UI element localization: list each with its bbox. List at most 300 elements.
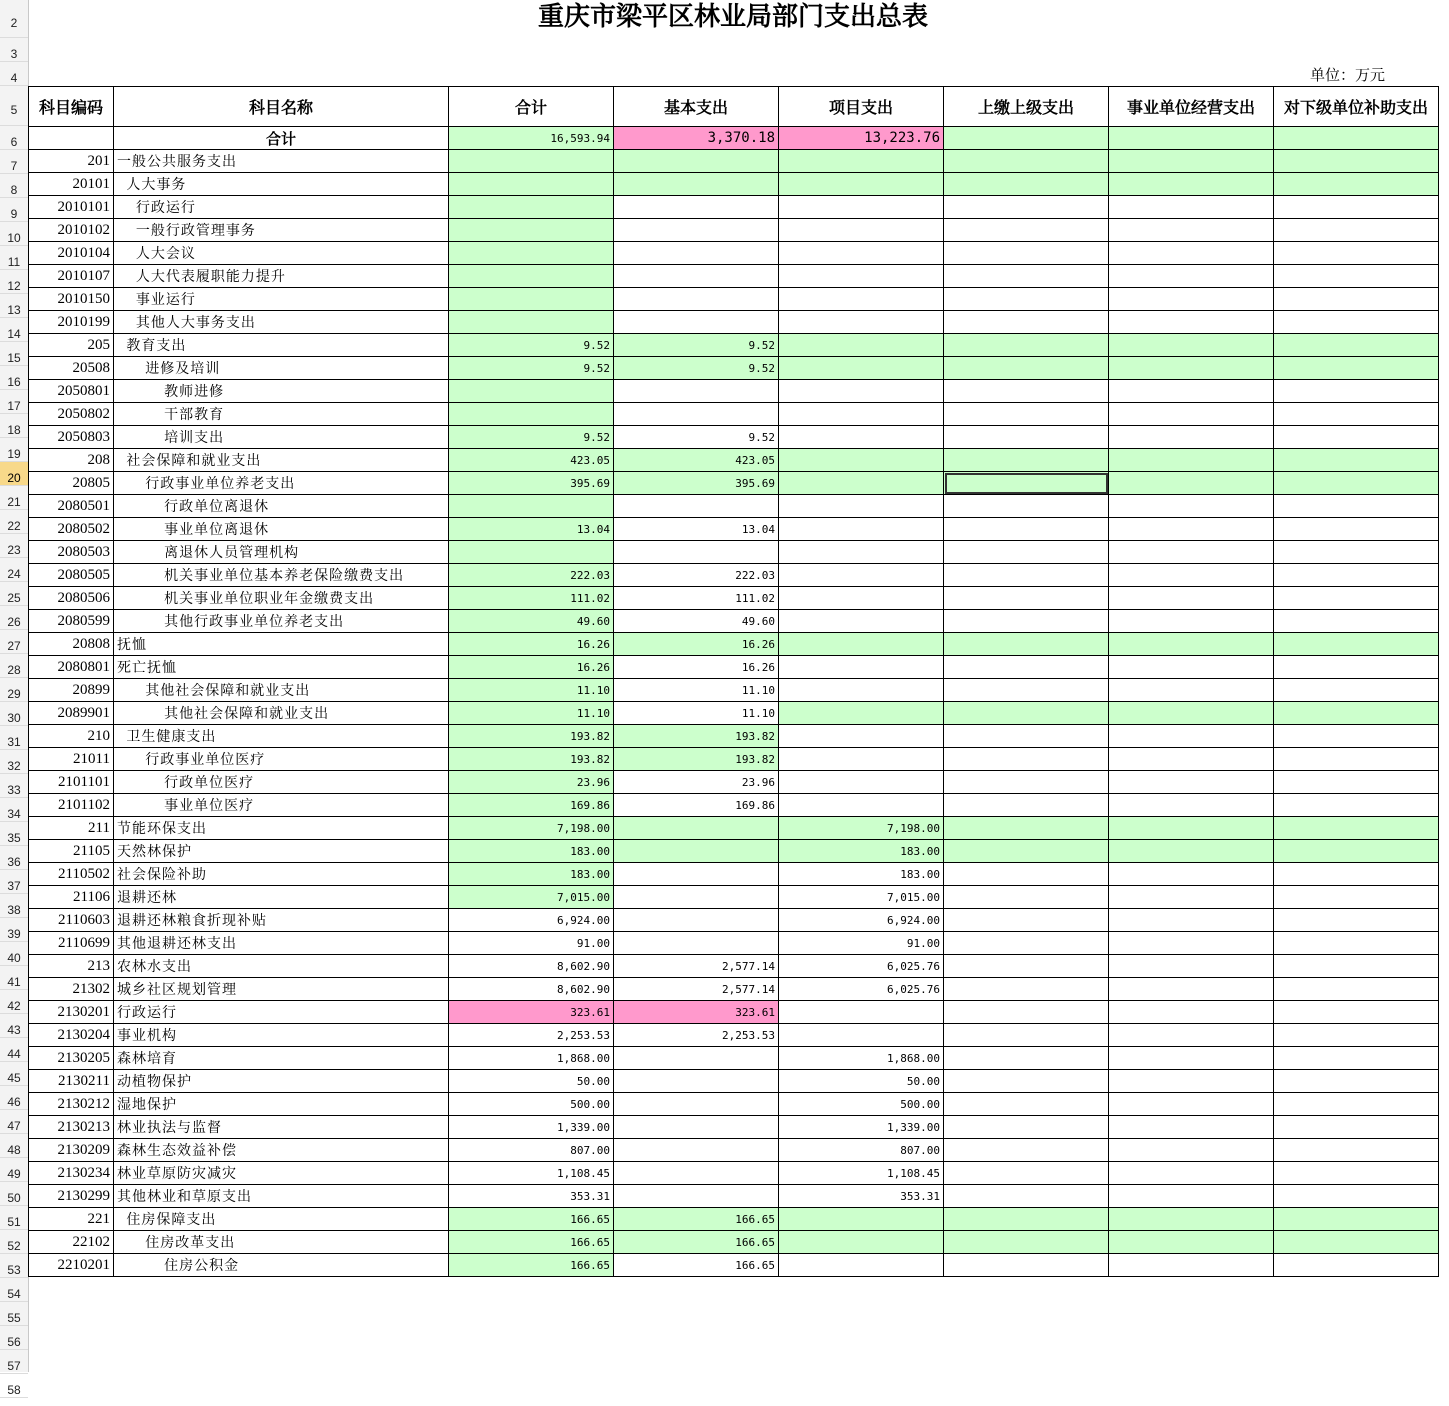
cell-subsidy[interactable] xyxy=(1274,656,1439,679)
row-number[interactable]: 43 xyxy=(0,1014,28,1038)
cell-project[interactable]: 1,108.45 xyxy=(779,1162,944,1185)
cell-basic[interactable]: 9.52 xyxy=(614,357,779,380)
cell-name[interactable]: 林业草原防灾减灾 xyxy=(114,1162,449,1185)
cell-project[interactable] xyxy=(779,196,944,219)
cell-code[interactable]: 20808 xyxy=(29,633,114,656)
cell-code[interactable]: 2130204 xyxy=(29,1024,114,1047)
cell-basic[interactable] xyxy=(614,380,779,403)
cell-business[interactable] xyxy=(1109,794,1274,817)
cell-business[interactable] xyxy=(1109,1162,1274,1185)
cell-business[interactable] xyxy=(1109,909,1274,932)
cell-code[interactable]: 21105 xyxy=(29,840,114,863)
row-number[interactable]: 45 xyxy=(0,1062,28,1086)
cell-code[interactable]: 2130234 xyxy=(29,1162,114,1185)
cell-name[interactable]: 其他社会保障和就业支出 xyxy=(114,702,449,725)
cell-basic[interactable]: 222.03 xyxy=(614,564,779,587)
cell-project[interactable]: 13,223.76 xyxy=(779,127,944,150)
cell-total[interactable] xyxy=(449,242,614,265)
cell-upper[interactable] xyxy=(944,771,1109,794)
cell-code[interactable]: 2080801 xyxy=(29,656,114,679)
cell-basic[interactable] xyxy=(614,1139,779,1162)
cell-project[interactable] xyxy=(779,541,944,564)
cell-total[interactable]: 222.03 xyxy=(449,564,614,587)
cell-project[interactable] xyxy=(779,472,944,495)
cell-subsidy[interactable] xyxy=(1274,978,1439,1001)
cell-subsidy[interactable] xyxy=(1274,1001,1439,1024)
cell-basic[interactable]: 9.52 xyxy=(614,426,779,449)
cell-upper[interactable] xyxy=(944,1139,1109,1162)
cell-total[interactable]: 7,198.00 xyxy=(449,817,614,840)
cell-total[interactable]: 13.04 xyxy=(449,518,614,541)
cell-upper[interactable] xyxy=(944,334,1109,357)
row-number[interactable]: 49 xyxy=(0,1158,28,1182)
cell-basic[interactable] xyxy=(614,932,779,955)
row-number[interactable]: 21 xyxy=(0,486,28,510)
cell-code[interactable]: 2080599 xyxy=(29,610,114,633)
cell-code[interactable]: 20101 xyxy=(29,173,114,196)
cell-business[interactable] xyxy=(1109,1093,1274,1116)
cell-code[interactable]: 22102 xyxy=(29,1231,114,1254)
row-number[interactable]: 26 xyxy=(0,606,28,630)
cell-upper[interactable] xyxy=(944,886,1109,909)
cell-upper[interactable] xyxy=(944,840,1109,863)
cell-project[interactable]: 183.00 xyxy=(779,863,944,886)
row-number[interactable]: 17 xyxy=(0,390,28,414)
cell-name[interactable]: 天然林保护 xyxy=(114,840,449,863)
cell-project[interactable] xyxy=(779,173,944,196)
cell-code[interactable]: 221 xyxy=(29,1208,114,1231)
cell-business[interactable] xyxy=(1109,541,1274,564)
cell-code[interactable]: 2101101 xyxy=(29,771,114,794)
cell-business[interactable] xyxy=(1109,817,1274,840)
cell-upper[interactable] xyxy=(944,150,1109,173)
cell-basic[interactable]: 166.65 xyxy=(614,1254,779,1277)
cell-basic[interactable]: 193.82 xyxy=(614,748,779,771)
cell-name[interactable]: 其他林业和草原支出 xyxy=(114,1185,449,1208)
cell-project[interactable] xyxy=(779,633,944,656)
cell-name[interactable]: 其他社会保障和就业支出 xyxy=(114,679,449,702)
cell-subsidy[interactable] xyxy=(1274,840,1439,863)
cell-total[interactable]: 2,253.53 xyxy=(449,1024,614,1047)
row-number[interactable]: 51 xyxy=(0,1206,28,1230)
cell-subsidy[interactable] xyxy=(1274,932,1439,955)
cell-total[interactable] xyxy=(449,196,614,219)
cell-basic[interactable]: 111.02 xyxy=(614,587,779,610)
cell-name[interactable]: 教育支出 xyxy=(114,334,449,357)
cell-name[interactable]: 湿地保护 xyxy=(114,1093,449,1116)
cell-subsidy[interactable] xyxy=(1274,1047,1439,1070)
cell-subsidy[interactable] xyxy=(1274,1070,1439,1093)
cell-subsidy[interactable] xyxy=(1274,587,1439,610)
header-subsidy[interactable]: 对下级单位补助支出 xyxy=(1274,87,1439,127)
cell-project[interactable]: 353.31 xyxy=(779,1185,944,1208)
row-number[interactable]: 18 xyxy=(0,414,28,438)
cell-basic[interactable] xyxy=(614,219,779,242)
cell-business[interactable] xyxy=(1109,679,1274,702)
cell-name[interactable]: 行政事业单位养老支出 xyxy=(114,472,449,495)
cell-name[interactable]: 事业运行 xyxy=(114,288,449,311)
cell-basic[interactable] xyxy=(614,150,779,173)
cell-basic[interactable] xyxy=(614,403,779,426)
cell-total[interactable]: 11.10 xyxy=(449,679,614,702)
cell-code[interactable]: 2130205 xyxy=(29,1047,114,1070)
cell-upper[interactable] xyxy=(944,610,1109,633)
cell-code[interactable]: 211 xyxy=(29,817,114,840)
cell-basic[interactable] xyxy=(614,840,779,863)
cell-name[interactable]: 退耕还林 xyxy=(114,886,449,909)
row-number[interactable]: 34 xyxy=(0,798,28,822)
cell-upper[interactable] xyxy=(944,587,1109,610)
cell-upper[interactable] xyxy=(944,219,1109,242)
cell-code[interactable]: 2080503 xyxy=(29,541,114,564)
cell-upper[interactable] xyxy=(944,426,1109,449)
cell-name[interactable]: 合计 xyxy=(114,127,449,150)
cell-name[interactable]: 机关事业单位基本养老保险缴费支出 xyxy=(114,564,449,587)
row-number[interactable]: 23 xyxy=(0,534,28,558)
cell-name[interactable]: 动植物保护 xyxy=(114,1070,449,1093)
cell-project[interactable] xyxy=(779,242,944,265)
cell-name[interactable]: 住房公积金 xyxy=(114,1254,449,1277)
cell-code[interactable]: 2010101 xyxy=(29,196,114,219)
cell-business[interactable] xyxy=(1109,426,1274,449)
cell-subsidy[interactable] xyxy=(1274,334,1439,357)
cell-total[interactable]: 50.00 xyxy=(449,1070,614,1093)
cell-subsidy[interactable] xyxy=(1274,1024,1439,1047)
cell-basic[interactable] xyxy=(614,886,779,909)
cell-basic[interactable]: 2,577.14 xyxy=(614,955,779,978)
row-number[interactable]: 8 xyxy=(0,174,28,198)
cell-business[interactable] xyxy=(1109,564,1274,587)
cell-total[interactable] xyxy=(449,541,614,564)
cell-business[interactable] xyxy=(1109,472,1274,495)
cell-business[interactable] xyxy=(1109,863,1274,886)
cell-project[interactable] xyxy=(779,771,944,794)
cell-project[interactable] xyxy=(779,702,944,725)
cell-upper[interactable] xyxy=(944,1093,1109,1116)
row-number[interactable]: 9 xyxy=(0,198,28,222)
cell-basic[interactable]: 323.61 xyxy=(614,1001,779,1024)
cell-name[interactable]: 其他行政事业单位养老支出 xyxy=(114,610,449,633)
cell-name[interactable]: 人大会议 xyxy=(114,242,449,265)
cell-project[interactable] xyxy=(779,564,944,587)
cell-code[interactable]: 21106 xyxy=(29,886,114,909)
cell-basic[interactable] xyxy=(614,311,779,334)
cell-business[interactable] xyxy=(1109,150,1274,173)
cell-subsidy[interactable] xyxy=(1274,1231,1439,1254)
row-number[interactable]: 5 xyxy=(0,86,28,126)
cell-upper[interactable] xyxy=(944,288,1109,311)
cell-total[interactable]: 9.52 xyxy=(449,426,614,449)
cell-project[interactable]: 6,924.00 xyxy=(779,909,944,932)
cell-upper[interactable] xyxy=(944,403,1109,426)
cell-project[interactable] xyxy=(779,1231,944,1254)
cell-business[interactable] xyxy=(1109,1231,1274,1254)
row-number[interactable]: 41 xyxy=(0,966,28,990)
cell-name[interactable]: 机关事业单位职业年金缴费支出 xyxy=(114,587,449,610)
cell-basic[interactable] xyxy=(614,495,779,518)
cell-upper[interactable] xyxy=(944,1254,1109,1277)
cell-total[interactable]: 193.82 xyxy=(449,748,614,771)
header-total[interactable]: 合计 xyxy=(449,87,614,127)
cell-project[interactable] xyxy=(779,288,944,311)
cell-code[interactable]: 21011 xyxy=(29,748,114,771)
cell-code[interactable]: 2101102 xyxy=(29,794,114,817)
cell-project[interactable] xyxy=(779,748,944,771)
cell-basic[interactable] xyxy=(614,1185,779,1208)
cell-total[interactable]: 193.82 xyxy=(449,725,614,748)
cell-name[interactable]: 节能环保支出 xyxy=(114,817,449,840)
row-number[interactable]: 7 xyxy=(0,150,28,174)
cell-code[interactable]: 2089901 xyxy=(29,702,114,725)
cell-business[interactable] xyxy=(1109,1047,1274,1070)
cell-project[interactable]: 50.00 xyxy=(779,1070,944,1093)
cell-basic[interactable]: 2,577.14 xyxy=(614,978,779,1001)
cell-business[interactable] xyxy=(1109,219,1274,242)
row-number[interactable]: 44 xyxy=(0,1038,28,1062)
cell-project[interactable] xyxy=(779,610,944,633)
cell-upper[interactable] xyxy=(944,725,1109,748)
cell-basic[interactable]: 16.26 xyxy=(614,656,779,679)
cell-code[interactable]: 20805 xyxy=(29,472,114,495)
cell-name[interactable]: 人大代表履职能力提升 xyxy=(114,265,449,288)
row-number[interactable]: 20 xyxy=(0,462,28,486)
cell-project[interactable] xyxy=(779,403,944,426)
cell-business[interactable] xyxy=(1109,771,1274,794)
cell-business[interactable] xyxy=(1109,1001,1274,1024)
row-number[interactable]: 57 xyxy=(0,1350,28,1374)
cell-total[interactable] xyxy=(449,288,614,311)
cell-basic[interactable] xyxy=(614,173,779,196)
cell-total[interactable] xyxy=(449,495,614,518)
cell-project[interactable] xyxy=(779,587,944,610)
cell-upper[interactable] xyxy=(944,794,1109,817)
cell-upper[interactable] xyxy=(944,265,1109,288)
cell-basic[interactable] xyxy=(614,1093,779,1116)
cell-subsidy[interactable] xyxy=(1274,150,1439,173)
cell-total[interactable]: 323.61 xyxy=(449,1001,614,1024)
cell-name[interactable]: 事业单位医疗 xyxy=(114,794,449,817)
cell-subsidy[interactable] xyxy=(1274,426,1439,449)
cell-code[interactable]: 2130213 xyxy=(29,1116,114,1139)
cell-upper[interactable] xyxy=(944,518,1109,541)
cell-business[interactable] xyxy=(1109,196,1274,219)
cell-code[interactable]: 2080506 xyxy=(29,587,114,610)
cell-total[interactable]: 1,108.45 xyxy=(449,1162,614,1185)
cell-business[interactable] xyxy=(1109,1208,1274,1231)
cell-name[interactable]: 森林生态效益补偿 xyxy=(114,1139,449,1162)
cell-total[interactable] xyxy=(449,150,614,173)
cell-business[interactable] xyxy=(1109,932,1274,955)
cell-name[interactable]: 行政单位离退休 xyxy=(114,495,449,518)
row-number[interactable]: 19 xyxy=(0,438,28,462)
cell-business[interactable] xyxy=(1109,403,1274,426)
cell-subsidy[interactable] xyxy=(1274,863,1439,886)
cell-name[interactable]: 其他人大事务支出 xyxy=(114,311,449,334)
row-number[interactable]: 24 xyxy=(0,558,28,582)
cell-subsidy[interactable] xyxy=(1274,725,1439,748)
cell-code[interactable]: 2210201 xyxy=(29,1254,114,1277)
cell-business[interactable] xyxy=(1109,748,1274,771)
cell-business[interactable] xyxy=(1109,1024,1274,1047)
header-code[interactable]: 科目编码 xyxy=(29,87,114,127)
row-number[interactable]: 46 xyxy=(0,1086,28,1110)
cell-subsidy[interactable] xyxy=(1274,817,1439,840)
cell-basic[interactable] xyxy=(614,1116,779,1139)
cell-project[interactable] xyxy=(779,679,944,702)
cell-upper[interactable] xyxy=(944,127,1109,150)
cell-total[interactable]: 8,602.90 xyxy=(449,955,614,978)
cell-business[interactable] xyxy=(1109,173,1274,196)
cell-subsidy[interactable] xyxy=(1274,449,1439,472)
cell-business[interactable] xyxy=(1109,288,1274,311)
row-number[interactable]: 29 xyxy=(0,678,28,702)
cell-total[interactable]: 7,015.00 xyxy=(449,886,614,909)
cell-basic[interactable]: 16.26 xyxy=(614,633,779,656)
cell-project[interactable] xyxy=(779,265,944,288)
cell-project[interactable]: 6,025.76 xyxy=(779,955,944,978)
cell-business[interactable] xyxy=(1109,955,1274,978)
cell-name[interactable]: 住房改革支出 xyxy=(114,1231,449,1254)
cell-basic[interactable]: 9.52 xyxy=(614,334,779,357)
cell-business[interactable] xyxy=(1109,702,1274,725)
cell-basic[interactable] xyxy=(614,288,779,311)
cell-project[interactable]: 7,198.00 xyxy=(779,817,944,840)
row-number[interactable]: 6 xyxy=(0,126,28,150)
cell-project[interactable] xyxy=(779,357,944,380)
cell-total[interactable]: 9.52 xyxy=(449,334,614,357)
cell-subsidy[interactable] xyxy=(1274,1139,1439,1162)
cell-basic[interactable] xyxy=(614,1162,779,1185)
cell-upper[interactable] xyxy=(944,196,1109,219)
cell-business[interactable] xyxy=(1109,495,1274,518)
cell-code[interactable]: 2130299 xyxy=(29,1185,114,1208)
cell-upper[interactable] xyxy=(944,955,1109,978)
row-number[interactable]: 12 xyxy=(0,270,28,294)
cell-total[interactable]: 423.05 xyxy=(449,449,614,472)
row-number[interactable]: 28 xyxy=(0,654,28,678)
cell-subsidy[interactable] xyxy=(1274,472,1439,495)
cell-upper[interactable] xyxy=(944,1024,1109,1047)
cell-name[interactable]: 行政运行 xyxy=(114,196,449,219)
cell-total[interactable]: 395.69 xyxy=(449,472,614,495)
cell-basic[interactable]: 166.65 xyxy=(614,1208,779,1231)
cell-total[interactable]: 166.65 xyxy=(449,1208,614,1231)
row-number[interactable]: 42 xyxy=(0,990,28,1014)
cell-total[interactable] xyxy=(449,311,614,334)
cell-code[interactable]: 208 xyxy=(29,449,114,472)
cell-subsidy[interactable] xyxy=(1274,127,1439,150)
cell-subsidy[interactable] xyxy=(1274,886,1439,909)
cell-upper[interactable] xyxy=(944,932,1109,955)
row-number[interactable]: 32 xyxy=(0,750,28,774)
cell-upper[interactable] xyxy=(944,311,1109,334)
cell-name[interactable]: 培训支出 xyxy=(114,426,449,449)
cell-subsidy[interactable] xyxy=(1274,495,1439,518)
cell-upper[interactable] xyxy=(944,1162,1109,1185)
cell-total[interactable]: 6,924.00 xyxy=(449,909,614,932)
cell-subsidy[interactable] xyxy=(1274,196,1439,219)
cell-total[interactable]: 8,602.90 xyxy=(449,978,614,1001)
cell-business[interactable] xyxy=(1109,1254,1274,1277)
cell-upper[interactable] xyxy=(944,380,1109,403)
cell-basic[interactable]: 23.96 xyxy=(614,771,779,794)
cell-code[interactable]: 2010150 xyxy=(29,288,114,311)
cell-subsidy[interactable] xyxy=(1274,311,1439,334)
row-number[interactable]: 22 xyxy=(0,510,28,534)
cell-name[interactable]: 一般公共服务支出 xyxy=(114,150,449,173)
cell-subsidy[interactable] xyxy=(1274,1208,1439,1231)
cell-upper[interactable] xyxy=(944,173,1109,196)
cell-total[interactable] xyxy=(449,403,614,426)
row-number[interactable]: 13 xyxy=(0,294,28,318)
cell-code[interactable]: 2110699 xyxy=(29,932,114,955)
row-number[interactable]: 14 xyxy=(0,318,28,342)
header-upper[interactable]: 上缴上级支出 xyxy=(944,87,1109,127)
cell-subsidy[interactable] xyxy=(1274,1093,1439,1116)
cell-subsidy[interactable] xyxy=(1274,794,1439,817)
cell-project[interactable] xyxy=(779,518,944,541)
cell-basic[interactable]: 169.86 xyxy=(614,794,779,817)
cell-code[interactable]: 21302 xyxy=(29,978,114,1001)
row-number[interactable]: 3 xyxy=(0,38,28,62)
cell-basic[interactable] xyxy=(614,863,779,886)
cell-upper[interactable] xyxy=(944,656,1109,679)
cell-project[interactable] xyxy=(779,1254,944,1277)
cell-upper[interactable] xyxy=(944,679,1109,702)
row-number[interactable]: 38 xyxy=(0,894,28,918)
cell-business[interactable] xyxy=(1109,311,1274,334)
cell-total[interactable]: 11.10 xyxy=(449,702,614,725)
cell-basic[interactable] xyxy=(614,1070,779,1093)
cell-name[interactable]: 其他退耕还林支出 xyxy=(114,932,449,955)
cell-basic[interactable]: 13.04 xyxy=(614,518,779,541)
cell-basic[interactable]: 49.60 xyxy=(614,610,779,633)
cell-upper[interactable] xyxy=(944,1070,1109,1093)
cell-subsidy[interactable] xyxy=(1274,909,1439,932)
cell-basic[interactable] xyxy=(614,817,779,840)
cell-total[interactable]: 500.00 xyxy=(449,1093,614,1116)
cell-subsidy[interactable] xyxy=(1274,771,1439,794)
cell-total[interactable] xyxy=(449,219,614,242)
cell-business[interactable] xyxy=(1109,242,1274,265)
cell-name[interactable]: 进修及培训 xyxy=(114,357,449,380)
cell-project[interactable] xyxy=(779,1208,944,1231)
cell-business[interactable] xyxy=(1109,840,1274,863)
cell-business[interactable] xyxy=(1109,610,1274,633)
cell-business[interactable] xyxy=(1109,1116,1274,1139)
cell-project[interactable]: 7,015.00 xyxy=(779,886,944,909)
cell-name[interactable]: 离退休人员管理机构 xyxy=(114,541,449,564)
cell-total[interactable]: 183.00 xyxy=(449,840,614,863)
cell-code[interactable]: 213 xyxy=(29,955,114,978)
cell-business[interactable] xyxy=(1109,265,1274,288)
cell-subsidy[interactable] xyxy=(1274,265,1439,288)
cell-name[interactable]: 卫生健康支出 xyxy=(114,725,449,748)
cell-total[interactable]: 9.52 xyxy=(449,357,614,380)
cell-code[interactable] xyxy=(29,127,114,150)
cell-basic[interactable] xyxy=(614,909,779,932)
row-number[interactable]: 52 xyxy=(0,1230,28,1254)
cell-basic[interactable] xyxy=(614,196,779,219)
cell-business[interactable] xyxy=(1109,449,1274,472)
cell-project[interactable] xyxy=(779,150,944,173)
cell-project[interactable]: 183.00 xyxy=(779,840,944,863)
cell-basic[interactable] xyxy=(614,541,779,564)
cell-business[interactable] xyxy=(1109,127,1274,150)
cell-project[interactable]: 807.00 xyxy=(779,1139,944,1162)
cell-name[interactable]: 人大事务 xyxy=(114,173,449,196)
cell-upper[interactable] xyxy=(944,748,1109,771)
